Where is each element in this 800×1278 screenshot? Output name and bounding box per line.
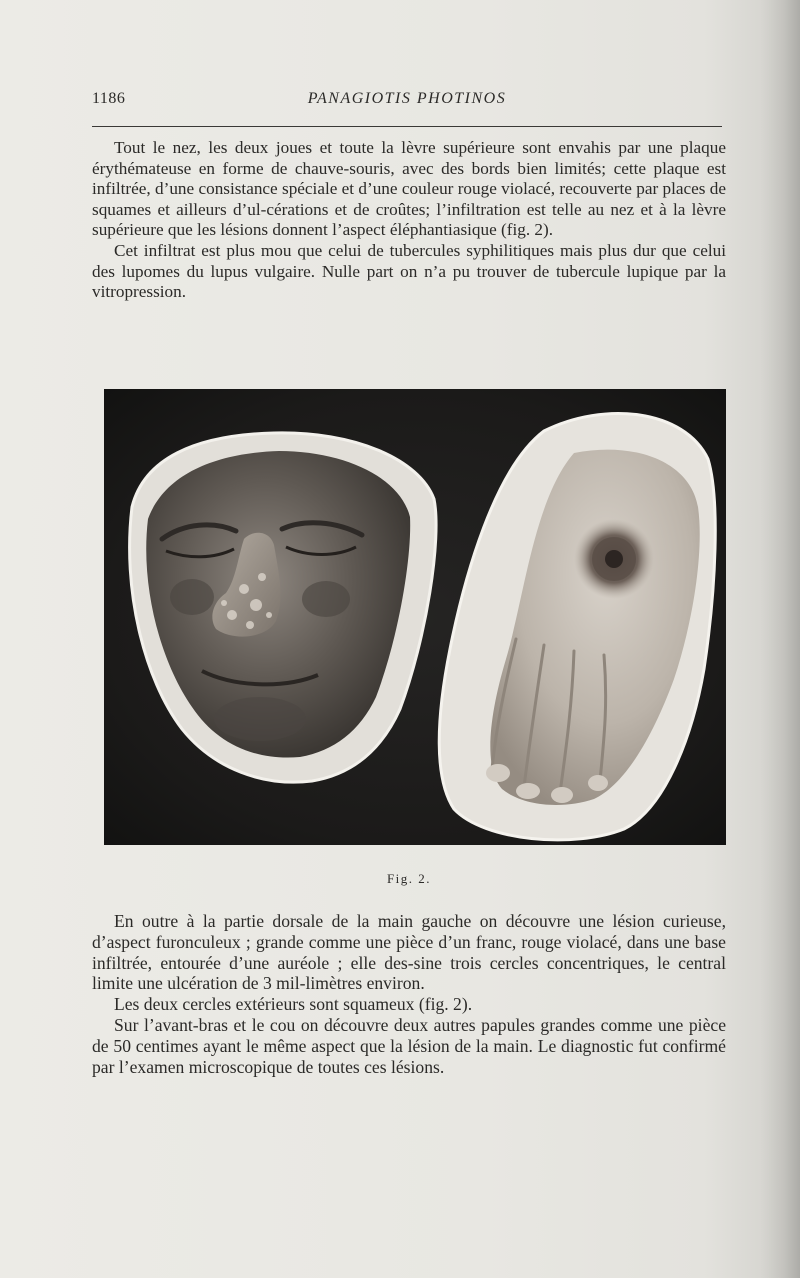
paragraph: Cet infiltrat est plus mou que celui de tubercules syphilitiques mais plus dur que celui des lupomes du lupus vulgaire. Nulle part on n’a pu trouver de tubercule lupique par la vitropression. <box>92 240 726 302</box>
paragraph: Les deux cercles extérieurs sont squameux (fig. 2). <box>114 994 473 1015</box>
figure-svg <box>104 389 726 845</box>
paragraph: Sur l’avant-bras et le cou on découvre deux autres papules grandes comme une pièce de 50 centimes ayant le même aspect que la lésion de la main. Le diagnostic fut confirmé par l’examen microscopique de toutes ces lésions. <box>92 1014 726 1077</box>
hand-cast-icon <box>439 413 715 839</box>
figure-caption: Fig. 2. <box>386 871 432 886</box>
paragraph: En outre à la partie dorsale de la main gauche on découvre une lésion curieuse, d’aspect furonculeux ; grande comme une pièce d’un franc, rouge violacé, dans une base infiltrée, entourée d’une auréole ; elle des-sine trois cercles concentriques, le central limite une ulcération de 3 mil-limètres environ. <box>92 911 726 994</box>
page-edge-shadow <box>760 0 800 1278</box>
body-text-top <box>92 138 726 303</box>
figure-photograph <box>104 389 726 845</box>
paragraph: Tout le nez, les deux joues et toute la lèvre supérieure sont envahis par une plaque érythémateuse en forme de chauve-souris, avec des bords bien limités; cette plaque est infiltrée, d’une consistance spéciale et d’une couleur rouge violacé, recouverte par places de squames et ailleurs d’ul-cérations et de croûtes; l’infiltration est telle au nez et à la lèvre supérieure que les lésions donnent l’aspect éléphantiasique (fig. 2). <box>92 138 726 240</box>
page-number: 1186 <box>92 90 126 107</box>
body-text-bottom <box>92 911 726 1077</box>
header-rule <box>92 126 722 127</box>
running-head <box>92 90 722 116</box>
face-cast-icon <box>130 433 436 782</box>
running-title: PANAGIOTIS PHOTINOS <box>307 90 507 107</box>
